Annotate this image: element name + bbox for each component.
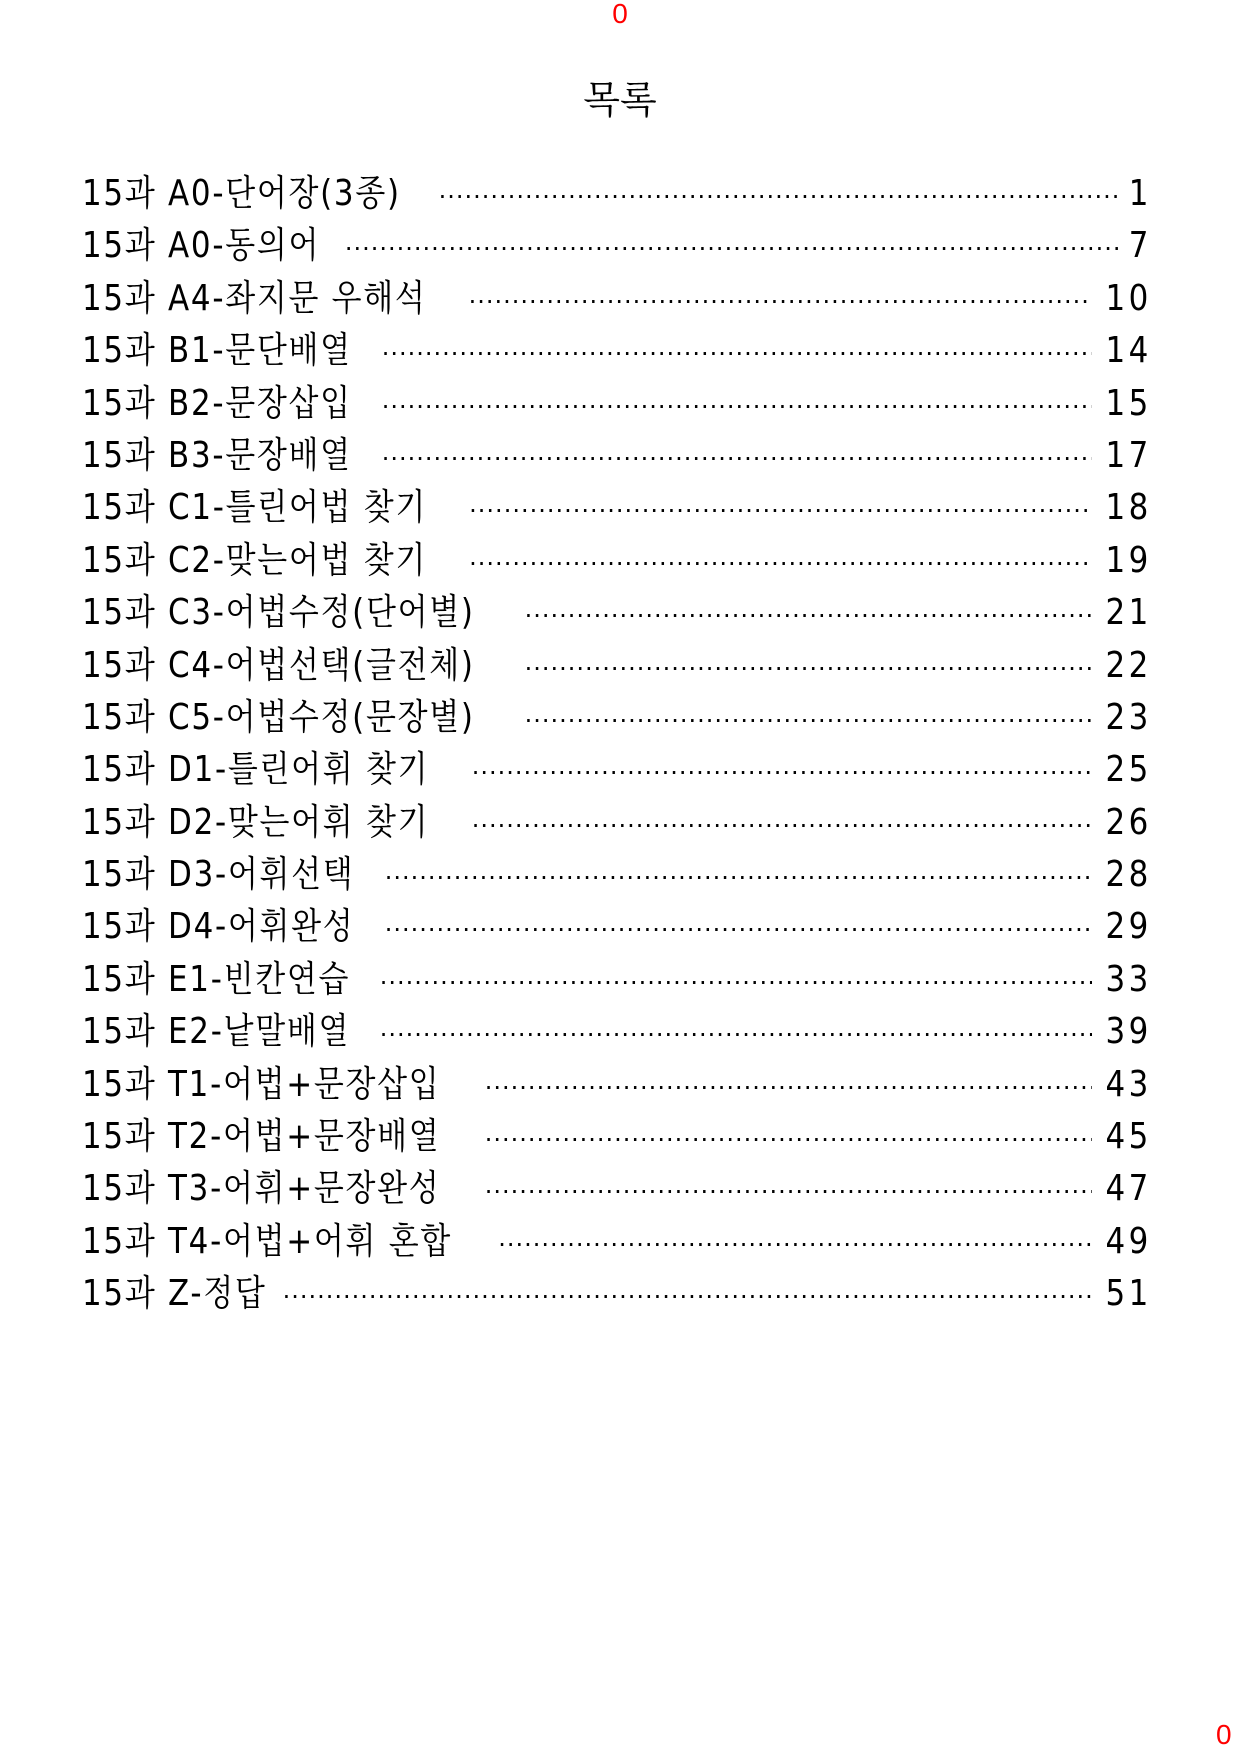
toc-dot-leader [525, 643, 1093, 695]
toc-entry-page: 15 [1105, 382, 1152, 424]
toc-entry-label: 15과 B3-문장배열 [82, 434, 352, 476]
toc-entry-page: 51 [1105, 1273, 1152, 1315]
toc-dot-leader [485, 1166, 1092, 1218]
toc-entry-label: 15과 A0-단어장(3종) [82, 173, 401, 214]
toc-entry-page: 26 [1105, 801, 1152, 843]
toc-entry-page: 29 [1105, 906, 1152, 948]
toc-entry-page: 22 [1105, 644, 1152, 686]
toc-entry-label: 15과 E2-낱말배열 [82, 1011, 351, 1053]
toc-entry[interactable] [82, 325, 1152, 377]
toc-dot-leader [283, 1271, 1093, 1323]
toc-entry[interactable] [82, 1216, 1152, 1268]
toc-entry-page: 49 [1105, 1220, 1152, 1262]
toc-entry[interactable] [82, 849, 1152, 901]
toc-entry-page: 47 [1105, 1168, 1152, 1210]
toc-entry-page: 10 [1105, 277, 1152, 319]
toc-entry-page: 21 [1105, 592, 1152, 634]
toc-dot-leader [472, 747, 1092, 799]
toc-dot-leader [469, 276, 1093, 328]
toc-entry-label: 15과 D1-틀린어휘 찾기 [82, 749, 430, 791]
toc-entry[interactable] [82, 535, 1152, 587]
toc-entry[interactable] [82, 640, 1152, 692]
toc-entry-label: 15과 E1-빈칸연습 [82, 958, 351, 1000]
toc-entry-label: 15과 D2-맞는어휘 찾기 [82, 801, 430, 843]
table-of-contents [82, 168, 1152, 1321]
toc-entry-label: 15과 Z-정답 [82, 1273, 267, 1315]
toc-entry-label: 15과 T4-어법+어휘 혼합 [82, 1220, 452, 1262]
toc-entry[interactable] [82, 378, 1152, 430]
toc-entry-page: 17 [1105, 434, 1152, 476]
toc-entry[interactable] [82, 1111, 1152, 1163]
toc-entry-page: 43 [1105, 1063, 1152, 1105]
toc-entry-page: 39 [1105, 1011, 1152, 1053]
toc-entry-label: 15과 D4-어휘완성 [82, 906, 355, 948]
toc-entry[interactable] [82, 901, 1152, 953]
toc-dot-leader [382, 433, 1092, 485]
toc-dot-leader [382, 328, 1092, 380]
toc-dot-leader [439, 171, 1119, 223]
toc-entry-label: 15과 A0-동의어 [82, 225, 321, 267]
toc-dot-leader [385, 904, 1092, 956]
toc-entry-page: 18 [1105, 487, 1152, 529]
toc-entry-label: 15과 A4-좌지문 우해석 [82, 277, 427, 319]
toc-entry-label: 15과 C2-맞는어법 찾기 [82, 539, 428, 581]
toc-dot-leader [382, 381, 1092, 433]
toc-entry[interactable] [82, 954, 1152, 1006]
toc-entry-label: 15과 C3-어법수정(단어별) [82, 592, 475, 634]
toc-entry-label: 15과 B2-문장삽입 [82, 382, 352, 424]
toc-dot-leader [472, 800, 1092, 852]
toc-entry-label: 15과 C5-어법수정(문장별) [82, 696, 475, 738]
toc-title: 목록 [583, 78, 657, 122]
toc-dot-leader [380, 1009, 1092, 1061]
toc-dot-leader [385, 852, 1092, 904]
toc-entry-page: 7 [1128, 225, 1152, 267]
toc-entry[interactable] [82, 168, 1152, 220]
toc-dot-leader [485, 1062, 1092, 1114]
toc-entry[interactable] [82, 1163, 1152, 1215]
toc-dot-leader [485, 1114, 1092, 1166]
toc-entry[interactable] [82, 273, 1152, 325]
top-page-number: 0 [612, 0, 628, 29]
toc-entry-label: 15과 B1-문단배열 [82, 330, 352, 372]
toc-entry-page: 14 [1105, 330, 1152, 372]
toc-entry[interactable] [82, 744, 1152, 796]
toc-entry[interactable] [82, 797, 1152, 849]
toc-entry-label: 15과 C1-틀린어법 찾기 [82, 487, 428, 529]
toc-entry-page: 23 [1105, 696, 1152, 738]
toc-entry-label: 15과 T3-어휘+문장완성 [82, 1168, 441, 1210]
toc-entry-label: 15과 C4-어법선택(글전체) [82, 644, 475, 686]
toc-entry[interactable] [82, 587, 1152, 639]
toc-entry-label: 15과 D3-어휘선택 [82, 854, 355, 896]
toc-entry[interactable] [82, 1059, 1152, 1111]
toc-dot-leader [469, 485, 1092, 537]
toc-entry-page: 19 [1105, 539, 1152, 581]
toc-dot-leader [380, 957, 1092, 1009]
toc-dot-leader [345, 223, 1119, 275]
toc-entry-page: 33 [1105, 958, 1152, 1000]
toc-entry-page: 45 [1105, 1116, 1152, 1158]
toc-entry-page: 28 [1105, 854, 1152, 896]
toc-entry[interactable] [82, 1268, 1152, 1320]
toc-entry-page: 25 [1105, 749, 1152, 791]
toc-entry-page: 1 [1128, 173, 1152, 214]
toc-dot-leader [525, 695, 1093, 747]
toc-entry[interactable] [82, 482, 1152, 534]
toc-entry-label: 15과 T2-어법+문장배열 [82, 1116, 441, 1158]
toc-entry[interactable] [82, 1006, 1152, 1058]
toc-dot-leader [469, 538, 1092, 590]
toc-entry[interactable] [82, 430, 1152, 482]
toc-entry-label: 15과 T1-어법+문장삽입 [82, 1063, 441, 1105]
toc-dot-leader [525, 590, 1093, 642]
bottom-page-number: 0 [1216, 1719, 1232, 1750]
toc-entry[interactable] [82, 692, 1152, 744]
toc-entry[interactable] [82, 220, 1152, 272]
toc-dot-leader [498, 1219, 1092, 1271]
